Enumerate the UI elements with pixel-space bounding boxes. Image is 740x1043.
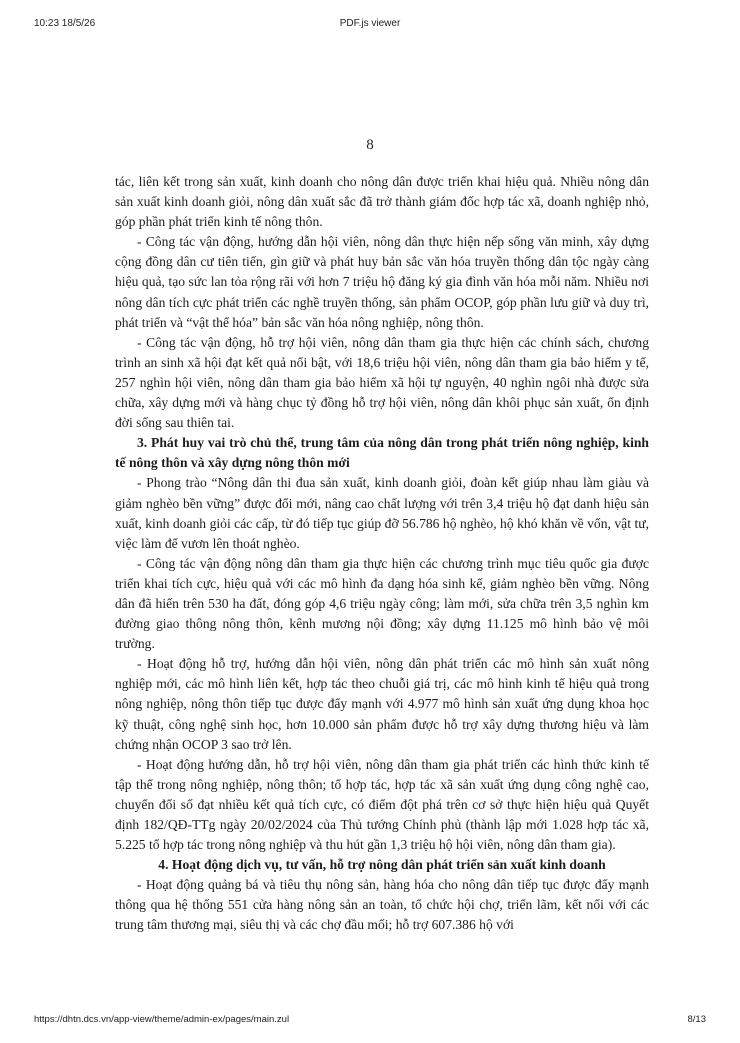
browser-print-header — [0, 14, 740, 30]
section-heading: 3. Phát huy vai trò chủ thể, trung tâm của nông dân trong phát triển nông nghiệp, kinh tế nông thôn và xây dựng nông thôn mới — [115, 435, 649, 471]
document-page-number: 8 — [366, 137, 374, 153]
print-page-title: PDF.js viewer — [339, 18, 401, 29]
paragraph: - Phong trào “Nông dân thi đua sản xuất, kinh doanh giỏi, đoàn kết giúp nhau làm giàu và giảm nghèo bền vững” được đổi mới, nâng cao chất lượng với trên 3,4 triệu hộ đạt danh hiệu sản xuất, kinh doanh giỏi các cấp, từ đó tiếp tục giúp đỡ 56.786 hộ nghèo, hộ khó khăn về vốn, vật tư, việc làm để vươn lên thoát nghèo. — [115, 475, 649, 551]
paragraph: tác, liên kết trong sản xuất, kinh doanh cho nông dân được triển khai hiệu quả. Nhiều nông dân sản xuất kinh doanh giỏi, nông dân xuất sắc đã trở thành giám đốc hợp tác xã, doanh nghiệp nhỏ, góp phần phát triển kinh tế nông thôn. — [115, 174, 649, 230]
paragraph: - Hoạt động hướng dẫn, hỗ trợ hội viên, nông dân tham gia phát triển các hình thức kinh tế tập thể trong nông nghiệp, nông thôn; tổ hợp tác, hợp tác xã sản xuất ứng dụng công nghệ cao, chuyển đổi số đạt nhiều kết quả tích cực, có điểm đột phá trên cơ sở thực hiện hiệu quả Quyết định 182/QĐ-TTg ngày 20/02/2024 của Thủ tướng Chính phủ (thành lập mới 1.028 hợp tác xã, 5.225 tổ hợp tác trong nông nghiệp và thu hút gần 1,3 triệu hộ hội viên, nông dân tham gia). — [115, 756, 649, 853]
section-heading: 4. Hoạt động dịch vụ, tư vấn, hỗ trợ nông dân phát triển sản xuất kinh doanh — [158, 857, 606, 873]
paragraph: - Công tác vận động, hỗ trợ hội viên, nông dân tham gia thực hiện các chính sách, chương trình an sinh xã hội đạt kết quả nổi bật, với 18,6 triệu hội viên, nông dân tham gia bảo hiểm y tế, 257 nghìn hội viên, nông dân tham gia bảo hiểm xã hội tự nguyện, 40 nghìn ngôi nhà được sửa chữa, xây dựng mới và hàng chục tỷ đồng hỗ trợ hội viên, nông dân khôi phục sản xuất, ổn định đời sống sau thiên tai. — [115, 334, 649, 431]
paragraph: - Hoạt động hỗ trợ, hướng dẫn hội viên, nông dân phát triển các mô hình sản xuất nông nghiệp mới, các mô hình liên kết, hợp tác theo chuỗi giá trị, các mô hình kinh tế hiệu quả trong nông nghiệp, nông thôn tiếp tục được đẩy mạnh với 4.977 mô hình sản xuất ứng dụng khoa học kỹ thuật, công nghệ sinh học, hơn 10.000 sản phẩm được hỗ trợ xây dựng thương hiệu và làm chứng nhận OCOP 3 sao trở lên. — [115, 656, 649, 752]
paragraph: - Công tác vận động nông dân tham gia thực hiện các chương trình mục tiêu quốc gia được triển khai tích cực, hiệu quả với các mô hình đa dạng hóa sinh kế, giảm nghèo bền vững. Nông dân đã hiến trên 530 ha đất, đóng góp 4,6 triệu ngày công; làm mới, sửa chữa trên 3,5 nghìn km đường giao thông nông thôn, kênh mương nội đồng; xây dựng 11.125 mô hình bảo vệ môi trường. — [115, 555, 649, 652]
print-url: https://dhtn.dcs.vn/app-view/theme/admin-ex/pages/main.zul — [34, 1014, 290, 1025]
paragraph: - Công tác vận động, hướng dẫn hội viên, nông dân thực hiện nếp sống văn minh, xây dựng cộng đồng dân cư tiên tiến, gìn giữ và phát huy bản sắc văn hóa truyền thống dân tộc ngày càng hiệu quả, tạo sức lan tỏa rộng rãi với hơn 7 triệu hộ đăng ký gia đình văn hóa mỗi năm. Nhiều nơi nông dân tích cực phát triển các nghề truyền thống, sản phẩm OCOP, góp phần lưu giữ và duy trì, phát triển và “vật thể hóa” bản sắc văn hóa nông nghiệp, nông thôn. — [115, 234, 649, 330]
print-page-counter: 8/13 — [687, 1014, 706, 1025]
paragraph: - Hoạt động quảng bá và tiêu thụ nông sản, hàng hóa cho nông dân tiếp tục được đẩy mạnh thông qua hệ thống 551 cửa hàng nông sản an toàn, tổ chức hội chợ, triển lãm, kết nối với các trung tâm thương mại, siêu thị và các chợ đầu mối; hỗ trợ 607.386 hộ với — [115, 877, 649, 933]
document-body — [115, 128, 649, 936]
print-timestamp: 10:23 18/5/26 — [34, 18, 96, 29]
browser-print-footer — [0, 1012, 740, 1028]
